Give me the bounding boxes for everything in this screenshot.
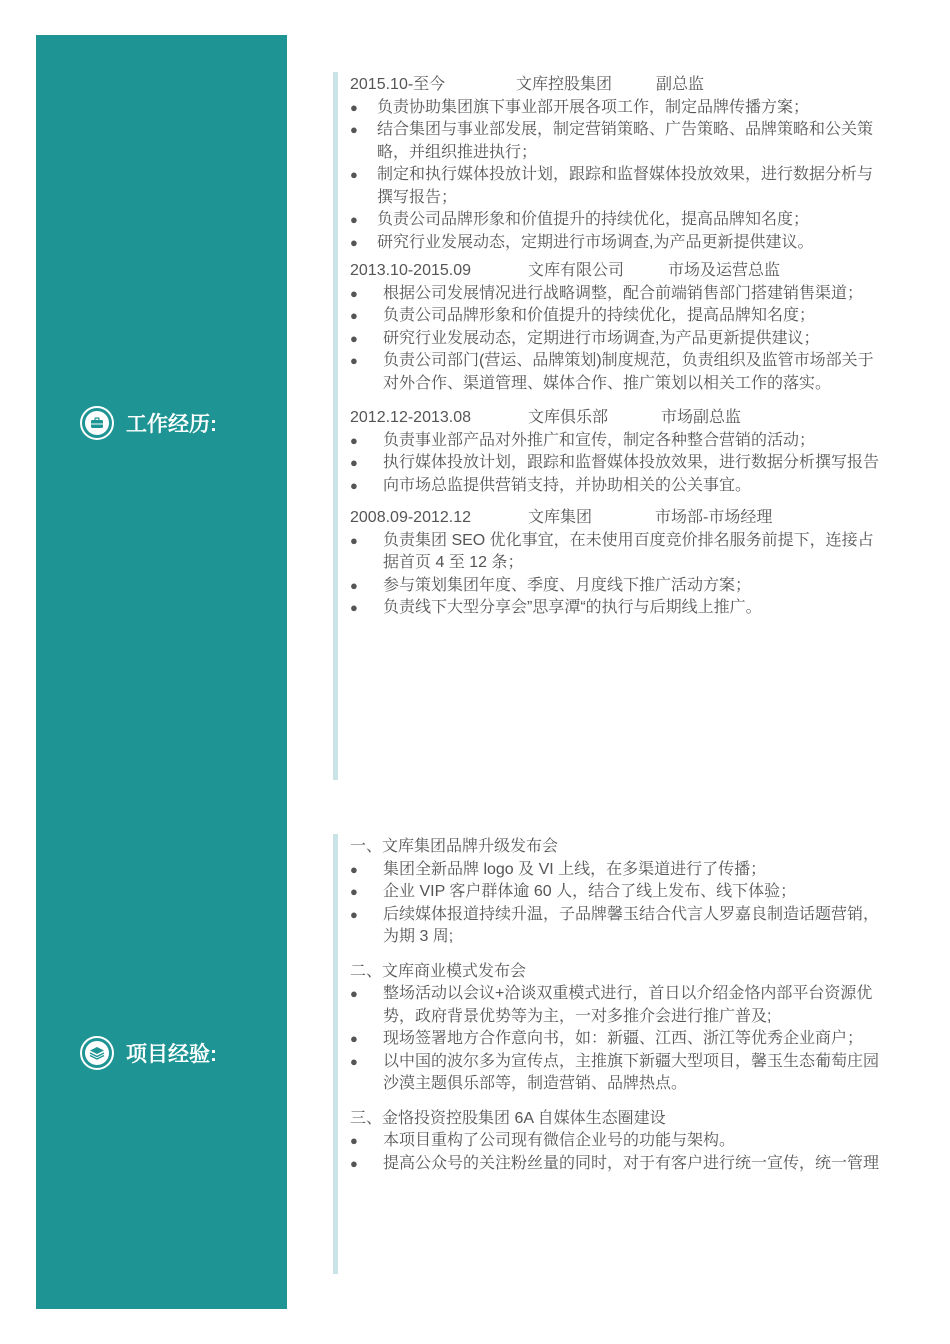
work-bullet: ● 负责集团 SEO 优化事宜，在未使用百度竞价排名服务前提下，连接占 <box>350 530 910 553</box>
work-bullet: ● 研究行业发展动态，定期进行市场调查,为产品更新提供建议； <box>350 328 910 351</box>
project-bullet: ● 企业 VIP 客户群体逾 60 人，结合了线上发布、线下体验； <box>350 881 910 904</box>
work-bullet: ● 负责事业部产品对外推广和宣传，制定各种整合营销的活动； <box>350 430 910 453</box>
work-entry-header <box>350 407 910 430</box>
work-bullet: ● 负责公司品牌形象和价值提升的持续优化，提高品牌知名度； <box>350 305 910 328</box>
project-section-label <box>80 1036 217 1070</box>
work-period: 2008.09-2012.12 <box>350 509 471 526</box>
project-entry <box>350 836 910 949</box>
project-bullet: ● 提高公众号的关注粉丝量的同时，对于有客户进行统一宣传，统一管理 <box>350 1153 910 1176</box>
work-company: 文库集团 <box>528 509 593 526</box>
project-entry <box>350 1108 910 1176</box>
work-entry <box>350 507 910 620</box>
work-company: 文库有限公司 <box>528 262 625 279</box>
project-content <box>350 836 910 1175</box>
work-entry <box>350 260 910 395</box>
work-bullet: ● 负责公司部门(营运、品牌策划)制度规范，负责组织及监管市场部关于 <box>350 350 910 373</box>
work-entry <box>350 74 910 254</box>
work-position: 市场部-市场经理 <box>655 509 773 526</box>
sidebar-panel <box>36 35 287 1309</box>
project-title: 二、文库商业模式发布会 <box>350 962 527 980</box>
work-section-title: 工作经历: <box>126 413 217 436</box>
work-position: 市场副总监 <box>661 409 742 426</box>
project-timeline-bar <box>333 834 338 1274</box>
work-entry-header <box>350 260 910 283</box>
work-bullet-continuation: 略，并组织推进执行； <box>377 143 538 161</box>
layers-icon <box>80 1036 114 1070</box>
project-bullet: ● 本项目重构了公司现有微信企业号的功能与架构。 <box>350 1130 910 1153</box>
work-bullet: ● 执行媒体投放计划，跟踪和监督媒体投放效果，进行数据分析撰写报告 <box>350 452 910 475</box>
work-entry-header <box>350 507 910 530</box>
work-bullet-continuation: 对外合作、渠道管理、媒体合作、推广策划以相关工作的落实。 <box>383 374 832 392</box>
work-period: 2012.12-2013.08 <box>350 409 471 426</box>
work-position: 市场及运营总监 <box>668 262 781 279</box>
briefcase-icon <box>80 406 114 440</box>
work-period: 2013.10-2015.09 <box>350 262 471 279</box>
project-title: 一、文库集团品牌升级发布会 <box>350 838 559 855</box>
project-section-title: 项目经验: <box>126 1043 217 1066</box>
work-bullet: ● 向市场总监提供营销支持，并协助相关的公关事宜。 <box>350 475 910 498</box>
project-bullet-continuation: 势，政府背景优势等为主，一对多推介会进行推广普及; <box>383 1007 772 1025</box>
work-bullet: ● 负责公司品牌形象和价值提升的持续优化，提高品牌知名度； <box>350 209 910 232</box>
work-entry <box>350 407 910 497</box>
work-company: 文库俱乐部 <box>528 409 609 426</box>
work-bullet: ● 研究行业发展动态，定期进行市场调查,为产品更新提供建议。 <box>350 232 910 255</box>
project-bullet: ● 以中国的波尔多为宣传点，主推旗下新疆大型项目，馨玉生态葡萄庄园 <box>350 1051 910 1074</box>
work-bullet: ● 负责协助集团旗下事业部开展各项工作，制定品牌传播方案； <box>350 97 910 120</box>
project-bullet-continuation: 沙漠主题俱乐部等，制造营销、品牌热点。 <box>383 1075 688 1092</box>
project-bullet: ● 后续媒体报道持续升温，子品牌馨玉结合代言人罗嘉良制造话题营销， <box>350 904 910 927</box>
work-bullet-continuation: 撰写报告； <box>377 188 458 206</box>
work-period: 2015.10-至今 <box>350 76 446 93</box>
project-title: 三、金恪投资控股集团 6A 自媒体生态圈建设 <box>350 1109 666 1127</box>
work-bullet: ● 负责线下大型分享会”思享潭“的执行与后期线上推广。 <box>350 597 910 620</box>
work-entry-header <box>350 74 910 97</box>
project-bullet-continuation: 为期 3 周; <box>383 928 454 945</box>
work-bullet: ● 结合集团与事业部发展，制定营销策略、广告策略、品牌策略和公关策 <box>350 119 910 142</box>
work-timeline-bar <box>333 72 338 780</box>
work-content <box>350 74 910 620</box>
project-bullet: ● 现场签署地方合作意向书，如：新疆、江西、浙江等优秀企业商户； <box>350 1028 910 1051</box>
work-section-label <box>80 406 217 440</box>
project-bullet: ● 整场活动以会议+洽谈双重模式进行，首日以介绍金恪内部平台资源优 <box>350 983 910 1006</box>
work-company: 文库控股集团 <box>516 76 613 93</box>
work-bullet: ● 根据公司发展情况进行战略调整，配合前端销售部门搭建销售渠道； <box>350 283 910 306</box>
project-entry <box>350 961 910 1096</box>
project-bullet: ● 集团全新品牌 logo 及 VI 上线，在多渠道进行了传播； <box>350 859 910 882</box>
work-bullet: ● 参与策划集团年度、季度、月度线下推广活动方案； <box>350 575 910 598</box>
work-position: 副总监 <box>656 76 705 93</box>
work-bullet-continuation: 据首页 4 至 12 条； <box>383 554 524 571</box>
work-bullet: ● 制定和执行媒体投放计划，跟踪和监督媒体投放效果，进行数据分析与 <box>350 164 910 187</box>
